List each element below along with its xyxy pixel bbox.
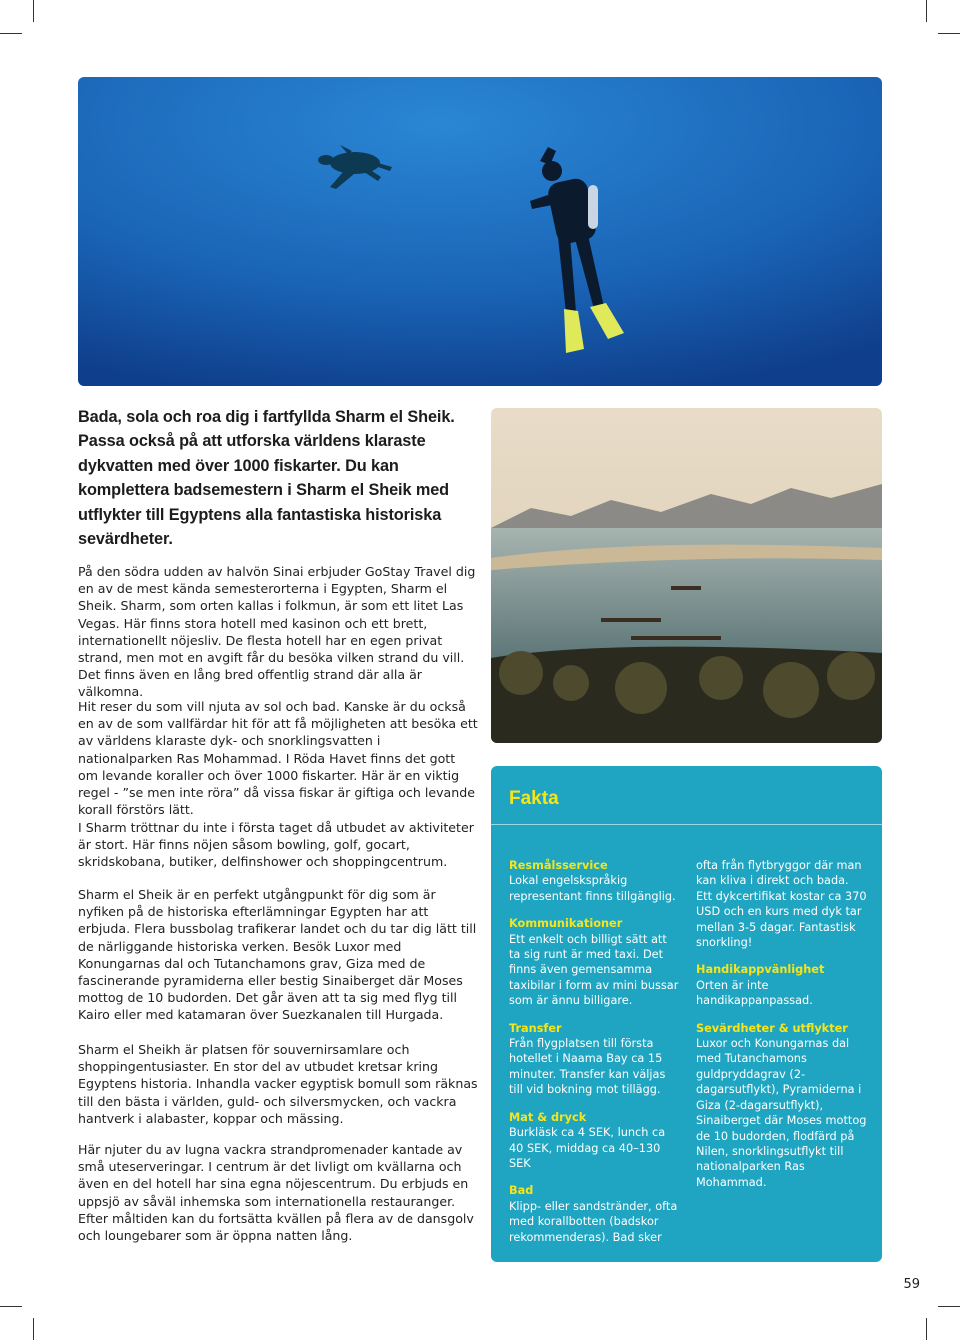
fakta-heading: Mat & dryck xyxy=(509,1110,587,1124)
crop-mark-tr-h xyxy=(938,33,960,34)
fakta-box xyxy=(491,766,882,1262)
paragraph-diving: Hit reser du som vill njuta av sol och bad. Kanske är du också en av de som vallfärdar hit för att få möjligheten att besöka ett av världens klaraste dyk- och snorklingsvatten i nationalparken Ras Mohammad. I Röda Havet finns det gott om levande koraller och över 1000 fiskarter. Här är en viktig regel - ”se men inte röra” då vissa fiskar är giftiga och levande korall förstörs lätt. xyxy=(78,699,478,818)
crop-mark-br-h xyxy=(938,1306,960,1307)
fakta-text: Luxor och Konungarnas dal med Tutanchamons guldpryddagrav (2-dagarsutflykt), Pyramiderna i Giza (2-dagarsutflykt), Sinaiberget där Moses mottog de 10 budorden, flodfärd på Nilen, snorklingsutflykt till nationalparken Ras Mohammad. xyxy=(696,1037,867,1189)
fakta-heading: Resmålsservice xyxy=(509,859,608,872)
fakta-divider xyxy=(491,824,882,825)
paragraph-nightlife: Här njuter du av lugna vackra strandpromenader kantade av små uteserveringar. I centrum är det livligt om kvällarna och även en del hotell har sina egna nöjescentrum. Du erbjuds en uppsjö av såväl inhemska som internationella restauranger. Efter måltiden kan du fortsätta kvällen på flera av de dansgolv och loungebarer som är öppna natten lång. xyxy=(78,1142,474,1244)
paragraph-intro: På den södra udden av halvön Sinai erbjuder GoStay Travel dig en av de mest kända semesterorterna i Egypten, Sharm el Sheik. Sharm, som orten kallas i folkmun, är som ett litet Las Vegas. Här finns stora hotell med kasinon och ett brett, internationellt nöjesliv. De flesta hotell har en egen privat strand, men mot en avgift får du besöka vilken strand du vill. Det finns även en lång bred offentlig strand där alla är välkomna. xyxy=(78,564,476,700)
crop-mark-bl-h xyxy=(0,1306,22,1307)
crop-mark-tr-v xyxy=(926,0,927,22)
fakta-heading: Kommunikationer xyxy=(509,917,623,931)
fakta-heading: Bad xyxy=(509,1184,534,1198)
fakta-heading: Transfer xyxy=(509,1021,562,1035)
fakta-column-right xyxy=(696,858,868,1202)
fakta-heading: Handikappvänlighet xyxy=(696,963,825,977)
fakta-heading: Sevärdheter & utflykter xyxy=(696,1021,848,1035)
fakta-text: Från flygplatsen till första hotellet i Naama Bay ca 15 minuter. Transfer kan väljas till vid bokning mot tillägg. xyxy=(509,1037,666,1097)
hero-diver-photo xyxy=(78,77,882,386)
paragraph-history: Sharm el Sheik är en perfekt utgångpunkt för dig som är nyfiken på de historiska efterlämningar Egypten har att erbjuda. Flera bussbolag trafikerar landet och du tar dig lätt till de närliggande historiska verken. Besök Luxor med Konungarnas dal och Tutanchamons grav, Giza med de fascinerande pyramiderna eller bestig Sinaiberget där Moses mottog de 10 budorden. Det går även att ta sig med flyg till Kairo eller med katamaran över Suezkanalen till Hurgada. xyxy=(78,887,477,1023)
fakta-title: Fakta xyxy=(509,788,559,809)
crop-mark-bl-v xyxy=(33,1318,34,1340)
fakta-text: ofta från flytbryggor där man kan kliva i direkt och bada. Ett dykcertifikat kostar ca 370 USD och en kurs med dyk tar mellan 3-5 dagar. Fantastisk snorkling! xyxy=(696,859,867,950)
fakta-column-left xyxy=(509,858,681,1257)
lead-paragraph: Bada, sola och roa dig i fartfyllda Sharm el Sheik. Passa också på att utforska världens klaraste dykvatten med över 1000 fiskarter. Du kan komplettera badsemestern i Sharm el Sheik med utflykter till Egyptens alla fantastiska historiska sevärdheter. xyxy=(78,408,455,549)
page-number: 59 xyxy=(903,1277,920,1292)
paragraph-shopping: Sharm el Sheikh är platsen för souvernirsamlare och shoppingentusiaster. En stor del av utbudet kretsar kring Egyptens historia. Inhandla vacker egyptisk bomull som räknas till den bästa i världen, guld- och silversmycken, och vackra hantverk i alabaster, koppar och mässing. xyxy=(78,1042,478,1126)
crop-mark-tl-v xyxy=(33,0,34,22)
crop-mark-br-v xyxy=(926,1318,927,1340)
fakta-text: Ett enkelt och billigt sätt att ta sig runt är med taxi. Det finns även gemensamma taxibilar i form av mini bussar som är ännu billigare. xyxy=(509,932,679,1008)
beach-photo xyxy=(491,408,882,743)
fakta-text: Burkläsk ca 4 SEK, lunch ca 40 SEK, middag ca 40–130 SEK xyxy=(509,1126,666,1170)
fakta-text: Lokal engelskspråkig representant finns tillgänglig. xyxy=(509,874,676,903)
paragraph-activities: I Sharm tröttnar du inte i första taget då utbudet av aktiviteter är stort. Här finns nöjen såsom bowling, golf, gocart, skridskobana, butiker, delfinshower och shoppingcentrum. xyxy=(78,820,474,870)
fakta-text: Orten är inte handikappanpassad. xyxy=(696,978,813,1008)
fakta-text: Klipp- eller sandstränder, ofta med korallbotten (badskor rekommenderas). Bad sker xyxy=(509,1199,678,1244)
crop-mark-tl-h xyxy=(0,33,22,34)
